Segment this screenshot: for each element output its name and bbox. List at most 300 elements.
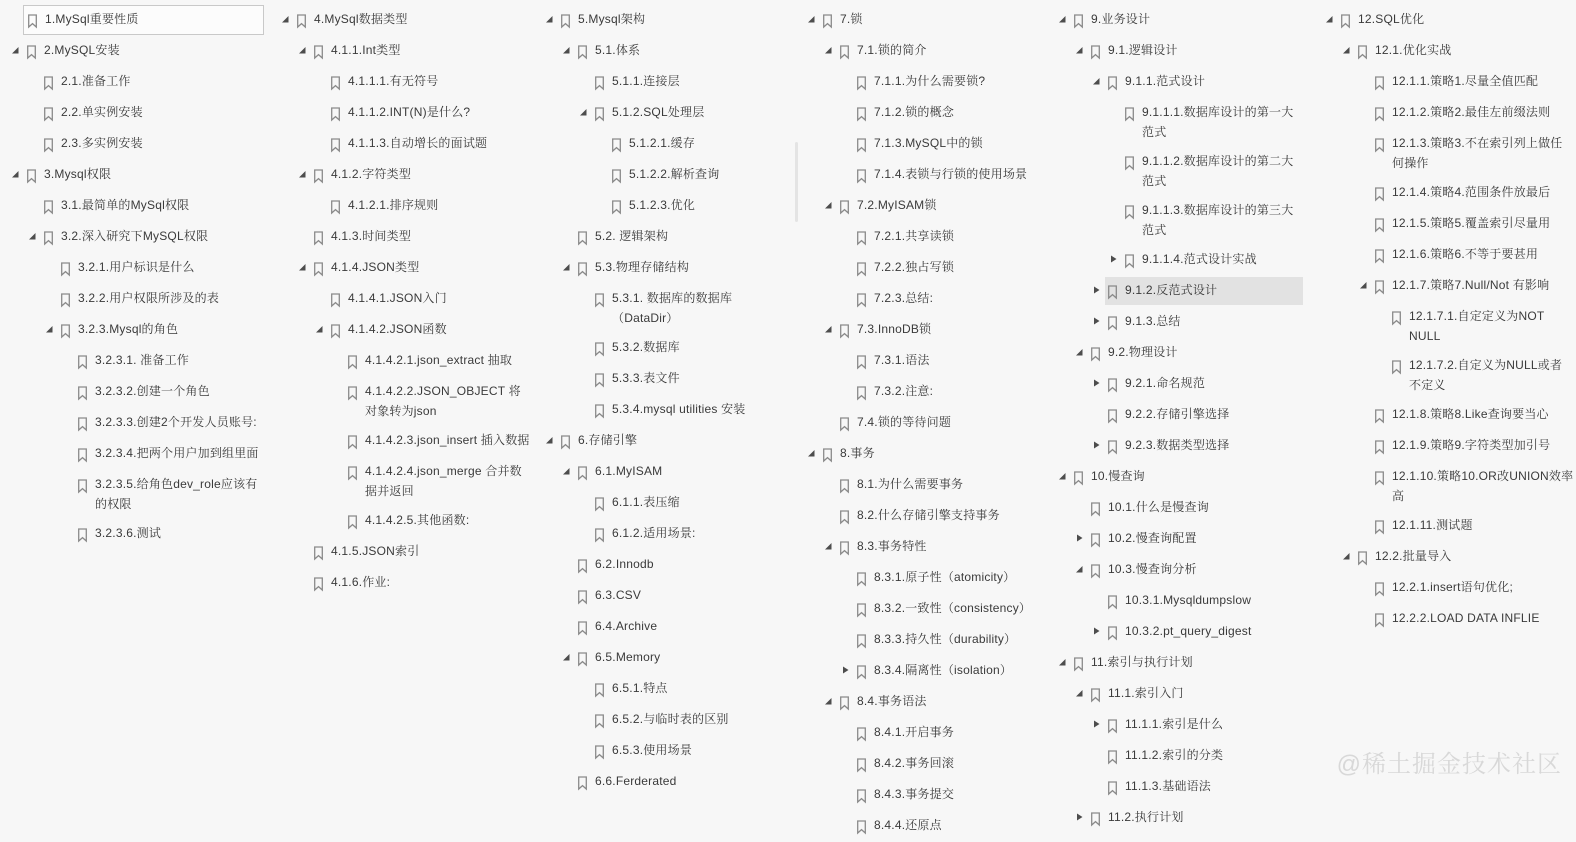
bookmark-icon [330, 288, 348, 310]
tree-item-label: 4.1.5.JSON索引 [331, 544, 420, 558]
toggle-spacer [1358, 466, 1374, 486]
tree-item[interactable] [536, 581, 792, 612]
tree-item[interactable] [1049, 338, 1305, 369]
collapse-toggle-icon[interactable] [1341, 546, 1357, 566]
tree-item-content [43, 133, 264, 155]
tree-item-label: 8.4.2.事务回滚 [874, 756, 955, 770]
tree-item-label: 3.2.3.3.创建2个开发人员账号: [95, 415, 257, 429]
tree-item[interactable] [798, 98, 1048, 129]
tree-item[interactable] [798, 811, 1048, 842]
toggle-spacer [1108, 200, 1124, 220]
tree-item[interactable] [798, 625, 1048, 656]
bookmark-icon [43, 195, 61, 217]
tree-item-label: 9.1.1.3.数据库设计的第三大范式 [1142, 203, 1294, 237]
tree-item-content [1374, 608, 1574, 630]
collapse-toggle-icon[interactable] [1074, 559, 1090, 579]
collapse-toggle-icon[interactable] [561, 647, 577, 667]
tree-item[interactable] [536, 222, 792, 253]
tree-item-content [839, 505, 1046, 527]
tree-item[interactable] [536, 550, 792, 581]
bookmark-icon [1107, 311, 1125, 333]
tree-item[interactable] [2, 439, 266, 470]
tree-item[interactable] [272, 5, 532, 36]
collapse-toggle-icon[interactable] [10, 164, 26, 184]
collapse-toggle-icon[interactable] [1091, 71, 1107, 91]
tree-item-content [577, 461, 790, 483]
tree-item[interactable] [1316, 36, 1576, 67]
tree-item-label: 3.2.3.6.测试 [95, 526, 162, 540]
bookmark-icon [856, 567, 874, 589]
tree-item-label: 7.2.2.独占写锁 [874, 260, 955, 274]
tree-item[interactable] [798, 253, 1048, 284]
tree-item[interactable] [798, 501, 1048, 532]
bookmark-icon [839, 691, 857, 713]
bookmark-icon [1374, 466, 1392, 488]
bookmark-icon [347, 430, 365, 452]
collapse-toggle-icon[interactable] [1358, 275, 1374, 295]
expand-toggle-icon[interactable] [1091, 311, 1107, 331]
tree-item[interactable] [798, 222, 1048, 253]
tree-item[interactable] [272, 191, 532, 222]
bookmark-icon [1357, 40, 1375, 62]
toggle-spacer [1358, 71, 1374, 91]
tree-item[interactable] [1049, 710, 1305, 741]
toggle-spacer [1091, 404, 1107, 424]
toggle-spacer [1358, 435, 1374, 455]
collapse-toggle-icon[interactable] [1324, 9, 1340, 29]
tree-item[interactable] [272, 222, 532, 253]
tree-item[interactable] [1049, 5, 1305, 36]
tree-item[interactable] [798, 749, 1048, 780]
bookmark-icon [1107, 373, 1125, 395]
tree-item-label: 2.MySQL安装 [44, 43, 120, 57]
tree-item-content [594, 368, 790, 390]
expand-toggle-icon[interactable] [840, 660, 856, 680]
collapse-toggle-icon[interactable] [314, 319, 330, 339]
bookmark-icon [347, 350, 365, 372]
tree-item-content [856, 815, 1046, 837]
tree-item-content [594, 740, 790, 762]
tree-item-content [1124, 102, 1303, 142]
tree-item[interactable] [536, 395, 792, 426]
tree-item-content [560, 9, 790, 31]
tree-item-content [839, 474, 1046, 496]
collapse-toggle-icon[interactable] [823, 195, 839, 215]
tree-item-label: 12.1.9.策略9.字符类型加引号 [1392, 438, 1551, 452]
tree-item[interactable] [798, 377, 1048, 408]
tree-item[interactable] [536, 333, 792, 364]
tree-item-label: 12.1.6.策略6.不等于要甚用 [1392, 247, 1539, 261]
tree-item-content [347, 510, 530, 532]
tree-item[interactable] [1316, 67, 1576, 98]
collapse-toggle-icon[interactable] [823, 691, 839, 711]
tree-item[interactable] [1049, 462, 1305, 493]
bookmark-icon [1107, 590, 1125, 612]
collapse-toggle-icon[interactable] [823, 536, 839, 556]
tree-item[interactable] [536, 191, 792, 222]
toggle-spacer [61, 443, 77, 463]
tree-item-content [347, 350, 530, 372]
tree-item[interactable] [536, 284, 792, 333]
tree-item-label: 1.MySql重要性质 [45, 12, 139, 26]
tree-item[interactable] [272, 537, 532, 568]
collapse-toggle-icon[interactable] [1057, 466, 1073, 486]
tree-item-content [1107, 435, 1303, 457]
tree-item-content [1090, 342, 1303, 364]
tree-item-content [1107, 71, 1303, 93]
collapse-toggle-icon[interactable] [578, 102, 594, 122]
tree-item[interactable] [2, 98, 266, 129]
tree-item[interactable] [1049, 147, 1305, 196]
tree-item[interactable] [272, 377, 532, 426]
tree-item[interactable] [798, 532, 1048, 563]
tree-item[interactable] [2, 36, 266, 67]
tree-item-content [1107, 621, 1303, 643]
tree-item[interactable] [2, 408, 266, 439]
tree-item-content [856, 350, 1046, 372]
tree-item[interactable] [1049, 741, 1305, 772]
tree-item-content [577, 554, 790, 576]
tree-item[interactable] [1316, 351, 1576, 400]
collapse-toggle-icon[interactable] [823, 40, 839, 60]
tree-item[interactable] [536, 36, 792, 67]
tree-item[interactable] [2, 5, 266, 36]
tree-item-content [330, 195, 530, 217]
bookmark-icon [577, 771, 595, 793]
bookmark-icon [1090, 683, 1108, 705]
collapse-toggle-icon[interactable] [10, 40, 26, 60]
toggle-spacer [840, 102, 856, 122]
tree-item[interactable] [536, 67, 792, 98]
toggle-spacer [561, 226, 577, 246]
toggle-spacer [61, 523, 77, 543]
tree-item[interactable] [2, 253, 266, 284]
tree-item-content [330, 319, 530, 341]
toggle-spacer [578, 71, 594, 91]
tree-item[interactable] [2, 284, 266, 315]
tree-item[interactable] [1049, 679, 1305, 710]
tree-item[interactable] [2, 315, 266, 346]
tree-item[interactable] [1316, 400, 1576, 431]
tree-item-content [577, 771, 790, 793]
tree-item[interactable] [798, 656, 1048, 687]
expand-toggle-icon[interactable] [1108, 249, 1124, 269]
tree-item-label: 10.3.2.pt_query_digest [1125, 624, 1252, 638]
tree-item[interactable] [798, 284, 1048, 315]
toggle-spacer [1358, 213, 1374, 233]
collapse-toggle-icon[interactable] [1074, 683, 1090, 703]
tree-item-content [611, 164, 790, 186]
tree-item[interactable] [1316, 129, 1576, 178]
expand-toggle-icon[interactable] [1074, 528, 1090, 548]
bookmark-icon [594, 337, 612, 359]
tree-item[interactable] [1049, 196, 1305, 245]
collapse-toggle-icon[interactable] [823, 319, 839, 339]
tree-item[interactable] [798, 67, 1048, 98]
tree-item[interactable] [272, 346, 532, 377]
outline-column-2 [272, 5, 532, 785]
tree-item-label: 5.3.4.mysql utilities 安装 [612, 402, 746, 416]
tree-item[interactable] [272, 253, 532, 284]
tree-item-content [560, 430, 790, 452]
toggle-spacer [1375, 306, 1391, 326]
tree-item[interactable] [1316, 302, 1576, 351]
tree-item[interactable] [536, 364, 792, 395]
tree-item[interactable] [1049, 276, 1305, 307]
collapse-toggle-icon[interactable] [27, 226, 43, 246]
tree-item-label: 5.3.3.表文件 [612, 371, 680, 385]
toggle-spacer [27, 195, 43, 215]
tree-item[interactable] [1049, 98, 1305, 147]
collapse-toggle-icon[interactable] [1074, 342, 1090, 362]
collapse-toggle-icon[interactable] [297, 40, 313, 60]
tree-item[interactable] [798, 36, 1048, 67]
tree-item[interactable] [798, 408, 1048, 439]
tree-item-content [1107, 373, 1303, 395]
tree-item-content [577, 257, 790, 279]
tree-item[interactable] [1049, 586, 1305, 617]
tree-item[interactable] [536, 5, 792, 36]
tree-item[interactable] [1316, 240, 1576, 271]
tree-item[interactable] [272, 426, 532, 457]
tree-item[interactable] [272, 36, 532, 67]
tree-item[interactable] [798, 563, 1048, 594]
expand-toggle-icon[interactable] [1091, 373, 1107, 393]
collapse-toggle-icon[interactable] [806, 443, 822, 463]
toggle-spacer [578, 399, 594, 419]
tree-item[interactable] [1049, 245, 1305, 276]
outline-column-6 [1316, 5, 1576, 785]
tree-item-label: 3.2.深入研究下MySQL权限 [61, 229, 209, 243]
tree-item[interactable] [272, 98, 532, 129]
tree-item[interactable] [536, 160, 792, 191]
tree-item[interactable] [272, 506, 532, 537]
tree-item[interactable] [2, 470, 266, 519]
tree-item-content [77, 412, 264, 434]
tree-item-label: 4.1.4.2.5.其他函数: [365, 513, 470, 527]
tree-item-label: 7.1.1.为什么需要锁? [874, 74, 986, 88]
tree-item[interactable] [1049, 36, 1305, 67]
collapse-toggle-icon[interactable] [561, 40, 577, 60]
tree-item-label: 8.3.事务特性 [857, 539, 927, 553]
expand-toggle-icon[interactable] [1091, 714, 1107, 734]
scrollbar-thumb[interactable] [795, 142, 798, 222]
tree-item-content [1374, 404, 1574, 426]
bookmark-icon [77, 474, 95, 496]
tree-item[interactable] [1049, 555, 1305, 586]
tree-item-label: 5.1.2.SQL处理层 [612, 105, 705, 119]
tree-item-content [594, 288, 790, 328]
tree-item-label: 9.1.逻辑设计 [1108, 43, 1178, 57]
tree-item[interactable] [536, 674, 792, 705]
tree-item-content [611, 195, 790, 217]
tree-item[interactable] [536, 612, 792, 643]
bookmark-icon [611, 133, 629, 155]
tree-item[interactable] [2, 191, 266, 222]
bookmark-icon [594, 71, 612, 93]
tree-item[interactable] [536, 253, 792, 284]
tree-item[interactable] [536, 426, 792, 457]
bookmark-icon [1090, 40, 1108, 62]
tree-item[interactable] [2, 160, 266, 191]
tree-item-label: 7.1.3.MySQL中的锁 [874, 136, 983, 150]
tree-item-label: 10.3.慢查询分析 [1108, 562, 1197, 576]
tree-item[interactable] [536, 519, 792, 550]
tree-item-content [856, 629, 1046, 651]
bookmark-icon [560, 430, 578, 452]
toggle-spacer [61, 474, 77, 494]
collapse-toggle-icon[interactable] [44, 319, 60, 339]
tree-item[interactable] [1316, 271, 1576, 302]
tree-item[interactable] [1049, 772, 1305, 803]
tree-item[interactable] [1049, 67, 1305, 98]
tree-item[interactable] [798, 718, 1048, 749]
collapse-toggle-icon[interactable] [1074, 40, 1090, 60]
tree-item-label: 3.2.3.2.创建一个角色 [95, 384, 210, 398]
tree-item[interactable] [536, 643, 792, 674]
tree-item[interactable] [2, 519, 266, 550]
toggle-spacer [1091, 776, 1107, 796]
tree-item[interactable] [272, 568, 532, 599]
tree-item-label: 12.1.11.测试题 [1392, 518, 1473, 532]
bookmark-icon [856, 350, 874, 372]
tree-item-content [1374, 244, 1574, 266]
tree-item[interactable] [1316, 209, 1576, 240]
tree-item[interactable] [798, 315, 1048, 346]
tree-item[interactable] [1316, 462, 1576, 511]
tree-item-label: 3.2.3.5.给角色dev_role应该有的权限 [95, 477, 258, 511]
tree-item-label: 8.3.1.原子性（atomicity） [874, 570, 1016, 584]
tree-item[interactable] [1049, 617, 1305, 648]
toggle-spacer [1358, 182, 1374, 202]
collapse-toggle-icon[interactable] [544, 9, 560, 29]
toggle-spacer [578, 288, 594, 308]
tree-item[interactable] [536, 736, 792, 767]
tree-item-content [1391, 355, 1574, 395]
collapse-toggle-icon[interactable] [561, 257, 577, 277]
tree-item[interactable] [1049, 648, 1305, 679]
tree-item[interactable] [798, 470, 1048, 501]
expand-toggle-icon[interactable] [1074, 807, 1090, 827]
toggle-spacer [561, 616, 577, 636]
tree-item[interactable] [798, 346, 1048, 377]
tree-item-label: 4.1.4.2.1.json_extract 抽取 [365, 353, 513, 367]
tree-item[interactable] [272, 129, 532, 160]
tree-item[interactable] [2, 222, 266, 253]
collapse-toggle-icon[interactable] [544, 430, 560, 450]
tree-item[interactable] [798, 439, 1048, 470]
toggle-spacer [1091, 745, 1107, 765]
tree-item-label: 5.3.1. 数据库的数据库（DataDir） [612, 291, 733, 325]
tree-item[interactable] [2, 346, 266, 377]
tree-item[interactable] [536, 488, 792, 519]
toggle-spacer [44, 257, 60, 277]
tree-item-label: 7.3.1.语法 [874, 353, 930, 367]
tree-item[interactable] [798, 780, 1048, 811]
tree-item-content [26, 40, 264, 62]
tree-item-content [347, 461, 530, 501]
tree-item[interactable] [536, 129, 792, 160]
tree-item[interactable] [798, 191, 1048, 222]
tree-item-content [60, 257, 264, 279]
collapse-toggle-icon[interactable] [1057, 652, 1073, 672]
tree-item[interactable] [2, 129, 266, 160]
collapse-toggle-icon[interactable] [280, 9, 296, 29]
tree-item[interactable] [1316, 604, 1576, 635]
tree-item[interactable] [536, 457, 792, 488]
tree-item[interactable] [536, 705, 792, 736]
tree-item[interactable] [1316, 542, 1576, 573]
tree-item[interactable] [798, 594, 1048, 625]
tree-item[interactable] [272, 457, 532, 506]
tree-item-label: 12.1.优化实战 [1375, 43, 1452, 57]
tree-item[interactable] [1316, 573, 1576, 604]
tree-item[interactable] [536, 98, 792, 129]
tree-item[interactable] [1049, 307, 1305, 338]
tree-item-label: 6.1.2.适用场景: [612, 526, 696, 540]
tree-item[interactable] [1316, 98, 1576, 129]
tree-item[interactable] [1049, 369, 1305, 400]
tree-item[interactable] [1316, 511, 1576, 542]
tree-item[interactable] [798, 687, 1048, 718]
tree-item[interactable] [272, 160, 532, 191]
bookmark-icon [43, 71, 61, 93]
tree-item[interactable] [272, 67, 532, 98]
tree-item-content [822, 9, 1046, 31]
expand-toggle-icon[interactable] [1091, 435, 1107, 455]
tree-item[interactable] [1049, 431, 1305, 462]
bookmark-icon [856, 288, 874, 310]
toggle-spacer [578, 709, 594, 729]
tree-item[interactable] [1316, 431, 1576, 462]
expand-toggle-icon[interactable] [1091, 621, 1107, 641]
collapse-toggle-icon[interactable] [1057, 9, 1073, 29]
tree-item[interactable] [2, 377, 266, 408]
bookmark-icon [1107, 745, 1125, 767]
tree-item-label: 4.1.2.字符类型 [331, 167, 412, 181]
toggle-spacer [1358, 133, 1374, 153]
bookmark-icon [313, 541, 331, 563]
tree-item[interactable] [1316, 5, 1576, 36]
tree-item[interactable] [272, 315, 532, 346]
tree-item[interactable] [1049, 803, 1305, 834]
bookmark-icon [313, 572, 331, 594]
tree-item[interactable] [272, 284, 532, 315]
tree-item[interactable] [536, 767, 792, 798]
tree-item[interactable] [1049, 524, 1305, 555]
tree-item-label: 11.1.1.索引是什么 [1125, 717, 1224, 731]
toggle-spacer [840, 629, 856, 649]
tree-item[interactable] [798, 160, 1048, 191]
tree-item-label: 7.3.InnoDB锁 [857, 322, 932, 336]
collapse-toggle-icon[interactable] [1341, 40, 1357, 60]
tree-item[interactable] [1049, 400, 1305, 431]
collapse-toggle-icon[interactable] [561, 461, 577, 481]
tree-item-content [313, 40, 530, 62]
tree-item[interactable] [1049, 493, 1305, 524]
collapse-toggle-icon[interactable] [297, 257, 313, 277]
tree-item-label: 11.1.3.基础语法 [1125, 779, 1212, 793]
tree-item-content [577, 40, 790, 62]
tree-item[interactable] [798, 5, 1048, 36]
tree-item-content [1374, 133, 1574, 173]
tree-item[interactable] [1316, 178, 1576, 209]
tree-item[interactable] [798, 129, 1048, 160]
collapse-toggle-icon[interactable] [297, 164, 313, 184]
collapse-toggle-icon[interactable] [806, 9, 822, 29]
tree-item[interactable] [2, 67, 266, 98]
tree-item-content [856, 288, 1046, 310]
